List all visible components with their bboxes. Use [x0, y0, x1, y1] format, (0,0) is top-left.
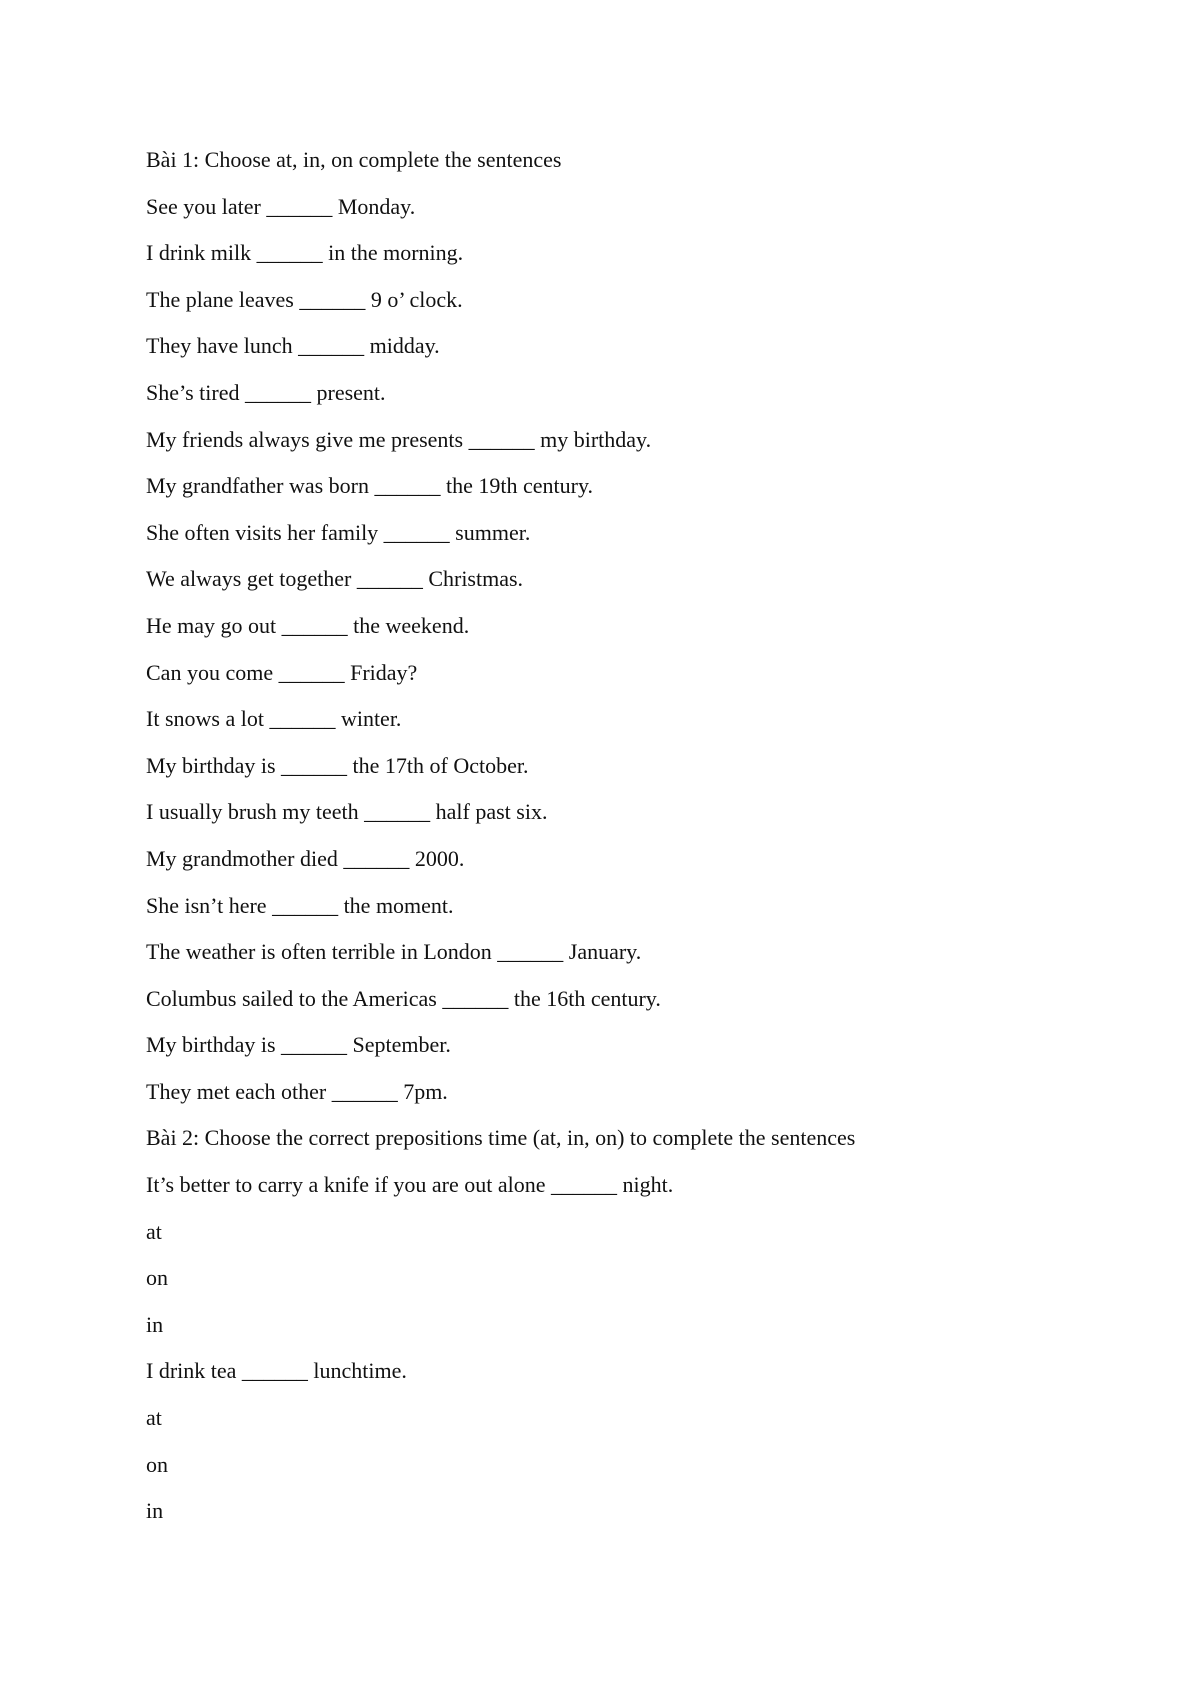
exercise-1-sentence-15: My grandmother died ______ 2000. — [146, 845, 465, 871]
exercise-2-heading: Bài 2: Choose the correct prepositions time (at, in, on) to complete the sentences — [146, 1125, 856, 1151]
exercise-1-heading: Bài 1: Choose at, in, on complete the sentences — [146, 147, 562, 172]
exercise-2-question-1: It’s better to carry a knife if you are out alone ______ night. — [146, 1172, 674, 1198]
exercise-1-sentence-11: Can you come ______ Friday? — [146, 659, 418, 685]
exercise-1-sentence-14: I usually brush my teeth ______ half past six. — [146, 799, 548, 825]
exercise-2-q1-option-a: at — [146, 1218, 162, 1244]
exercise-2-q1-option-b: on — [146, 1265, 168, 1291]
exercise-1-sentence-7: My grandfather was born ______ the 19th century. — [146, 473, 594, 499]
exercise-1-sentence-16: She isn’t here ______ the moment. — [146, 892, 454, 918]
exercise-1-sentence-17: The weather is often terrible in London ______ January. — [146, 939, 642, 965]
exercise-1-sentence-19: My birthday is ______ September. — [146, 1032, 451, 1058]
exercise-1-sentence-13: My birthday is ______ the 17th of October. — [146, 752, 529, 778]
exercise-2-q2-option-a: at — [146, 1405, 162, 1431]
document-page — [146, 143, 1146, 1541]
exercise-1-sentence-5: She’s tired ______ present. — [146, 379, 386, 405]
exercise-1-sentence-10: He may go out ______ the weekend. — [146, 612, 470, 638]
exercise-2-q1-option-c: in — [146, 1311, 164, 1337]
exercise-1-sentence-9: We always get together ______ Christmas. — [146, 566, 524, 592]
exercise-1-sentence-20: They met each other ______ 7pm. — [146, 1078, 448, 1104]
exercise-1-sentence-18: Columbus sailed to the Americas ______ the 16th century. — [146, 985, 661, 1011]
exercise-2-q2-option-c: in — [146, 1498, 164, 1524]
exercise-1-sentence-12: It snows a lot ______ winter. — [146, 706, 402, 732]
exercise-1-sentence-4: They have lunch ______ midday. — [146, 333, 440, 359]
exercise-1-sentence-3: The plane leaves ______ 9 o’ clock. — [146, 286, 463, 312]
exercise-2-question-2: I drink tea ______ lunchtime. — [146, 1358, 407, 1384]
exercise-1-sentence-8: She often visits her family ______ summer. — [146, 519, 531, 545]
exercise-1-sentence-1: See you later ______ Monday. — [146, 193, 416, 219]
exercise-1-sentence-6: My friends always give me presents ______ my birthday. — [146, 426, 652, 452]
exercise-1-sentence-2: I drink milk ______ in the morning. — [146, 240, 464, 266]
exercise-2-q2-option-b: on — [146, 1451, 168, 1477]
